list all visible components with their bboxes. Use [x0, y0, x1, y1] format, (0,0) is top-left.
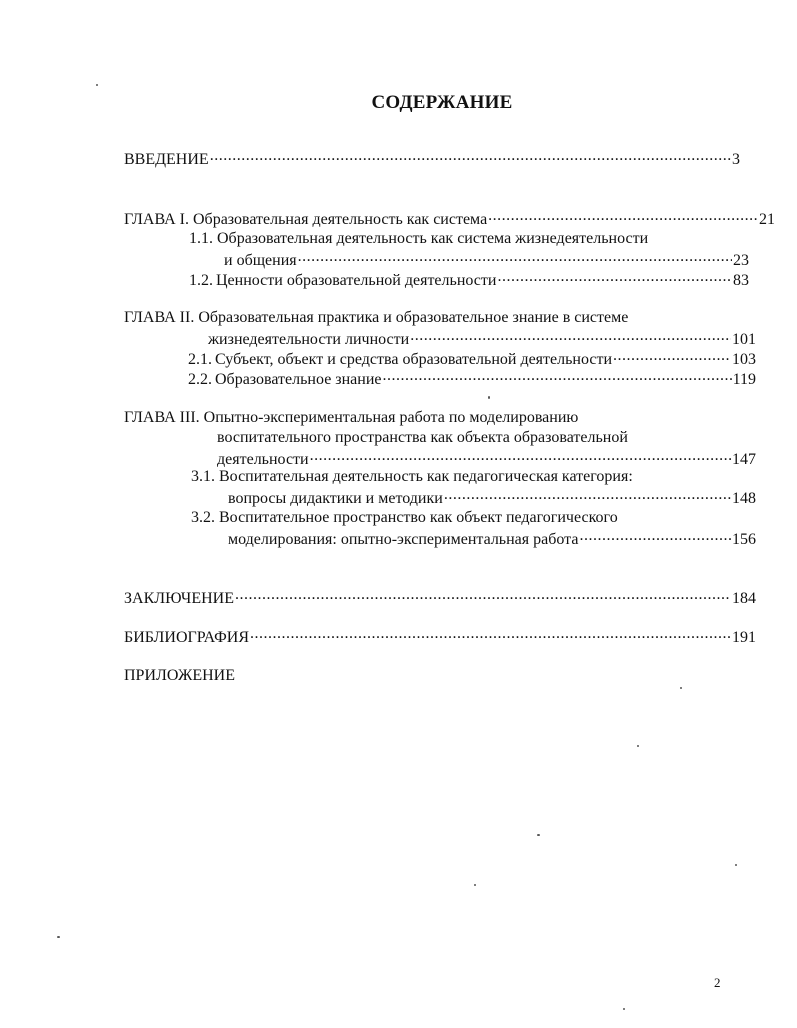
toc-entry-page: 103: [732, 351, 756, 368]
toc-entry-chapter-1: [124, 208, 775, 230]
toc-entry-label: Субъект, объект и средства образовательной деятельности: [215, 351, 613, 368]
dot-leader: [310, 448, 731, 464]
toc-entry-label: Воспитательная деятельность как педагогическая категория:: [219, 468, 633, 485]
scan-speck: [57, 936, 60, 938]
dot-leader: [488, 208, 758, 224]
toc-entry-page: 119: [732, 371, 756, 388]
toc-entry-label: ГЛАВА I. Образовательная деятельность как система: [124, 211, 488, 228]
toc-entry-label: БИБЛИОГРАФИЯ: [124, 629, 250, 646]
toc-entry-page: 101: [732, 331, 756, 348]
toc-entry-chapter-2: ГЛАВА II. Образовательная практика и образовательное знание в системе: [124, 309, 629, 326]
toc-entry-label: моделирования: опытно-экспериментальная работа: [228, 531, 579, 548]
page-title: СОДЕРЖАНИЕ: [371, 92, 513, 113]
toc-entry-appendix: ПРИЛОЖЕНИЕ: [124, 667, 236, 684]
toc-entry-page: 184: [732, 590, 756, 607]
dot-leader: [497, 269, 732, 285]
toc-entry-label: Образовательное знание: [215, 371, 382, 388]
section-number: 1.2.: [189, 272, 213, 289]
toc-entry-section-1-1-cont: [224, 249, 749, 271]
toc-entry-page: 3: [732, 151, 740, 168]
section-number: 2.1.: [188, 351, 212, 368]
page-number: 2: [714, 975, 721, 990]
dot-leader: [613, 348, 731, 364]
toc-entry-label: и общения: [224, 252, 297, 269]
dot-leader: [210, 148, 731, 164]
toc-entry-bibliography: [124, 626, 756, 648]
toc-entry-label: Воспитательное пространство как объект педагогического: [219, 509, 618, 526]
scan-speck: [488, 396, 490, 399]
toc-entry-page: 147: [732, 451, 756, 468]
dot-leader: [235, 587, 731, 603]
dot-leader: [250, 626, 731, 642]
toc-entry-section-3-1-cont: [228, 487, 756, 509]
toc-entry-label: Ценности образовательной деятельности: [216, 272, 497, 289]
section-number: 3.2.: [191, 509, 215, 526]
dot-leader: [298, 249, 732, 265]
scan-speck: [623, 1008, 625, 1010]
toc-entry-label: ВВЕДЕНИЕ: [124, 151, 209, 168]
dot-leader: [444, 487, 731, 503]
toc-entry-label: вопросы дидактики и методики: [228, 490, 443, 507]
scan-speck: [96, 84, 98, 86]
toc-entry-chapter-2-cont: [208, 328, 756, 350]
toc-entry-label: Образовательная деятельность как система жизнедеятельности: [217, 230, 649, 247]
scan-speck: [680, 687, 682, 689]
toc-entry-conclusion: [124, 587, 756, 609]
toc-entry-section-1-2: [189, 269, 749, 291]
toc-entry-section-3-2-cont: [228, 528, 756, 550]
toc-entry-page: 83: [733, 272, 749, 289]
dot-leader: [410, 328, 731, 344]
toc-entry-intro: [124, 148, 740, 170]
toc-entry-section-2-2: [188, 368, 756, 390]
toc-entry-chapter-3-cont: воспитательного пространства как объекта образовательной: [217, 429, 628, 446]
dot-leader: [383, 368, 732, 384]
toc-entry-page: 148: [732, 490, 756, 507]
section-number: 2.2.: [188, 371, 212, 388]
scan-speck: [637, 745, 639, 747]
dot-leader: [579, 528, 731, 544]
scan-speck: [537, 834, 540, 836]
section-number: 3.1.: [191, 468, 215, 485]
toc-entry-section-1-1: [189, 229, 648, 249]
toc-entry-label: деятельности: [217, 451, 309, 468]
toc-entry-page: 21: [759, 211, 775, 228]
toc-entry-label: ЗАКЛЮЧЕНИЕ: [124, 590, 234, 607]
toc-entry-section-2-1: [188, 348, 756, 370]
section-number: 1.1.: [189, 230, 213, 247]
toc-entry-page: 191: [732, 629, 756, 646]
scan-speck: [735, 864, 737, 866]
toc-entry-page: 23: [733, 252, 749, 269]
toc-entry-page: 156: [732, 531, 756, 548]
toc-entry-label: жизнедеятельности личности: [208, 331, 410, 348]
toc-entry-chapter-3: ГЛАВА III. Опытно-экспериментальная работа по моделированию: [124, 409, 579, 426]
toc-entry-section-3-2: [191, 508, 618, 528]
scan-speck: [474, 884, 476, 886]
toc-entry-section-3-1: [191, 467, 633, 487]
